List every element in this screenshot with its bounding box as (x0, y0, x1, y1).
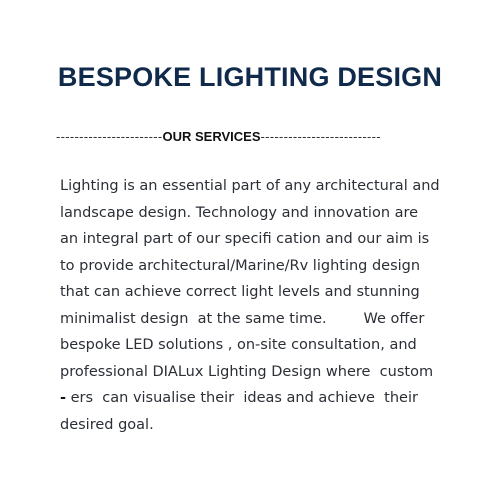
paragraph-line-with-dash (60, 385, 450, 412)
divider-dashes-right: -------------------------- (260, 129, 381, 144)
paragraph-line: landscape design. Technology and innovation are (60, 204, 419, 221)
paragraph-line: minimalist design at the same time. We offer (60, 310, 425, 327)
paragraph-line-rest: ers can visualise their ideas and achieve their (66, 390, 418, 406)
divider-dashes-left: ----------------------- (56, 129, 163, 144)
paragraph-line: bespoke LED solutions , on-site consultation, and (60, 337, 417, 353)
paragraph-line: an integral part of our specifi cation and our aim is (60, 231, 430, 247)
section-heading: OUR SERVICES (162, 129, 261, 144)
paragraph-line: desired goal. (60, 416, 154, 433)
paragraph-line: to provide architectural/Marine/Rv lighting design (60, 257, 421, 274)
page-title: BESPOKE LIGHTING DESIGN (57, 62, 443, 92)
services-paragraph (60, 173, 450, 438)
hyphen-dash: - (60, 390, 67, 406)
paragraph-line: that can achieve correct light levels and stunning (60, 284, 420, 300)
section-divider (56, 129, 436, 144)
paragraph-line: professional DIALux Lighting Design where custom (60, 363, 434, 380)
paragraph-line: Lighting is an essential part of any architectural and (60, 178, 440, 194)
